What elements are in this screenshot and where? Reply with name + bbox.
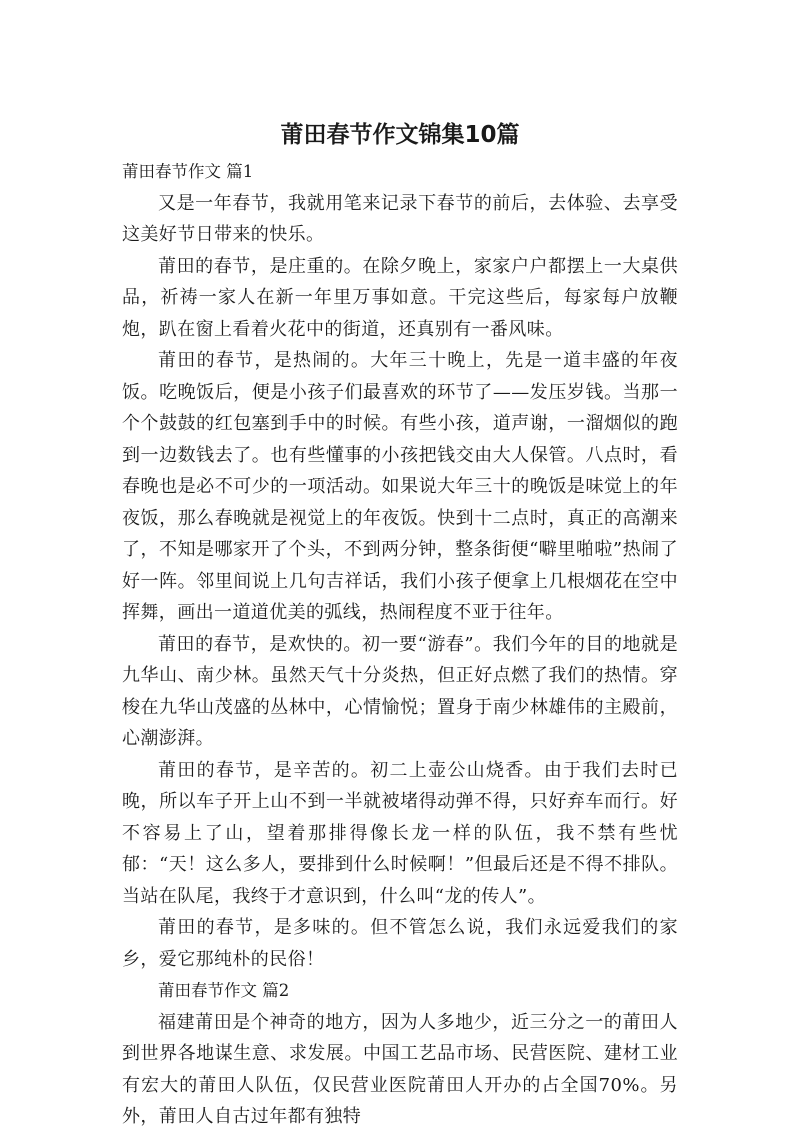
section-heading-2: 莆田春节作文 篇2 <box>158 981 290 1000</box>
paragraph: 莆田的春节，是辛苦的。初二上壶公山烧香。由于我们去时已晚，所以车子开上山不到一半就被堵得动弹不得，只好弃车而行。好不容易上了山，望着那排得像长龙一样的队伍，我不禁有些忧郁：“天！这么多人，要排到什么时候啊！”但最后还是不得不排队。当站在队尾，我终于才意识到，什么叫“龙的传人”。 <box>122 759 678 907</box>
paragraph: 又是一年春节，我就用笔来记录下春节的前后，去体验、去享受这美好节日带来的快乐。 <box>122 192 678 245</box>
section-heading-1: 莆田春节作文 篇1 <box>122 162 254 181</box>
paragraph: 莆田的春节，是欢快的。初一要“游春”。我们今年的目的地就是九华山、南少林。虽然天气十分炎热，但正好点燃了我们的热情。穿梭在九华山茂盛的丛林中，心情愉悦；置身于南少林雄伟的主殿前，心潮澎湃。 <box>122 633 678 749</box>
paragraph: 莆田的春节，是热闹的。大年三十晚上，先是一道丰盛的年夜饭。吃晚饭后，便是小孩子们最喜欢的环节了——发压岁钱。当那一个个鼓鼓的红包塞到手中的时候。有些小孩，道声谢，一溜烟似的跑到一边数钱去了。也有些懂事的小孩把钱交由大人保管。八点时，看春晚也是必不可少的一项活动。如果说大年三十的晚饭是味觉上的年夜饭，那么春晚就是视觉上的年夜饭。快到十二点时，真正的高潮来了，不知是哪家开了个头，不到两分钟，整条街便“噼里啪啦”热闹了好一阵。邻里间说上几句吉祥话，我们小孩子便拿上几根烟花在空中挥舞，画出一道道优美的弧线，热闹程度不亚于往年。 <box>122 350 678 623</box>
paragraph: 福建莆田是个神奇的地方，因为人多地少，近三分之一的莆田人到世界各地谋生意、求发展。中国工艺品市场、民营医院、建材工业有宏大的莆田人队伍，仅民营业医院莆田人开办的占全国70%。另外，莆田人自古过年都有独特 <box>122 1011 678 1127</box>
document-body <box>122 156 678 1133</box>
paragraph: 莆田的春节，是庄重的。在除夕晚上，家家户户都摆上一大桌供品，祈祷一家人在新一年里万事如意。干完这些后，每家每户放鞭炮，趴在窗上看着火花中的街道，还真别有一番风味。 <box>122 255 678 340</box>
paragraph: 莆田的春节，是多味的。但不管怎么说，我们永远爱我们的家乡，爱它那纯朴的民俗！ <box>122 917 678 970</box>
document-title: 莆田春节作文锦集10篇 <box>280 122 520 148</box>
